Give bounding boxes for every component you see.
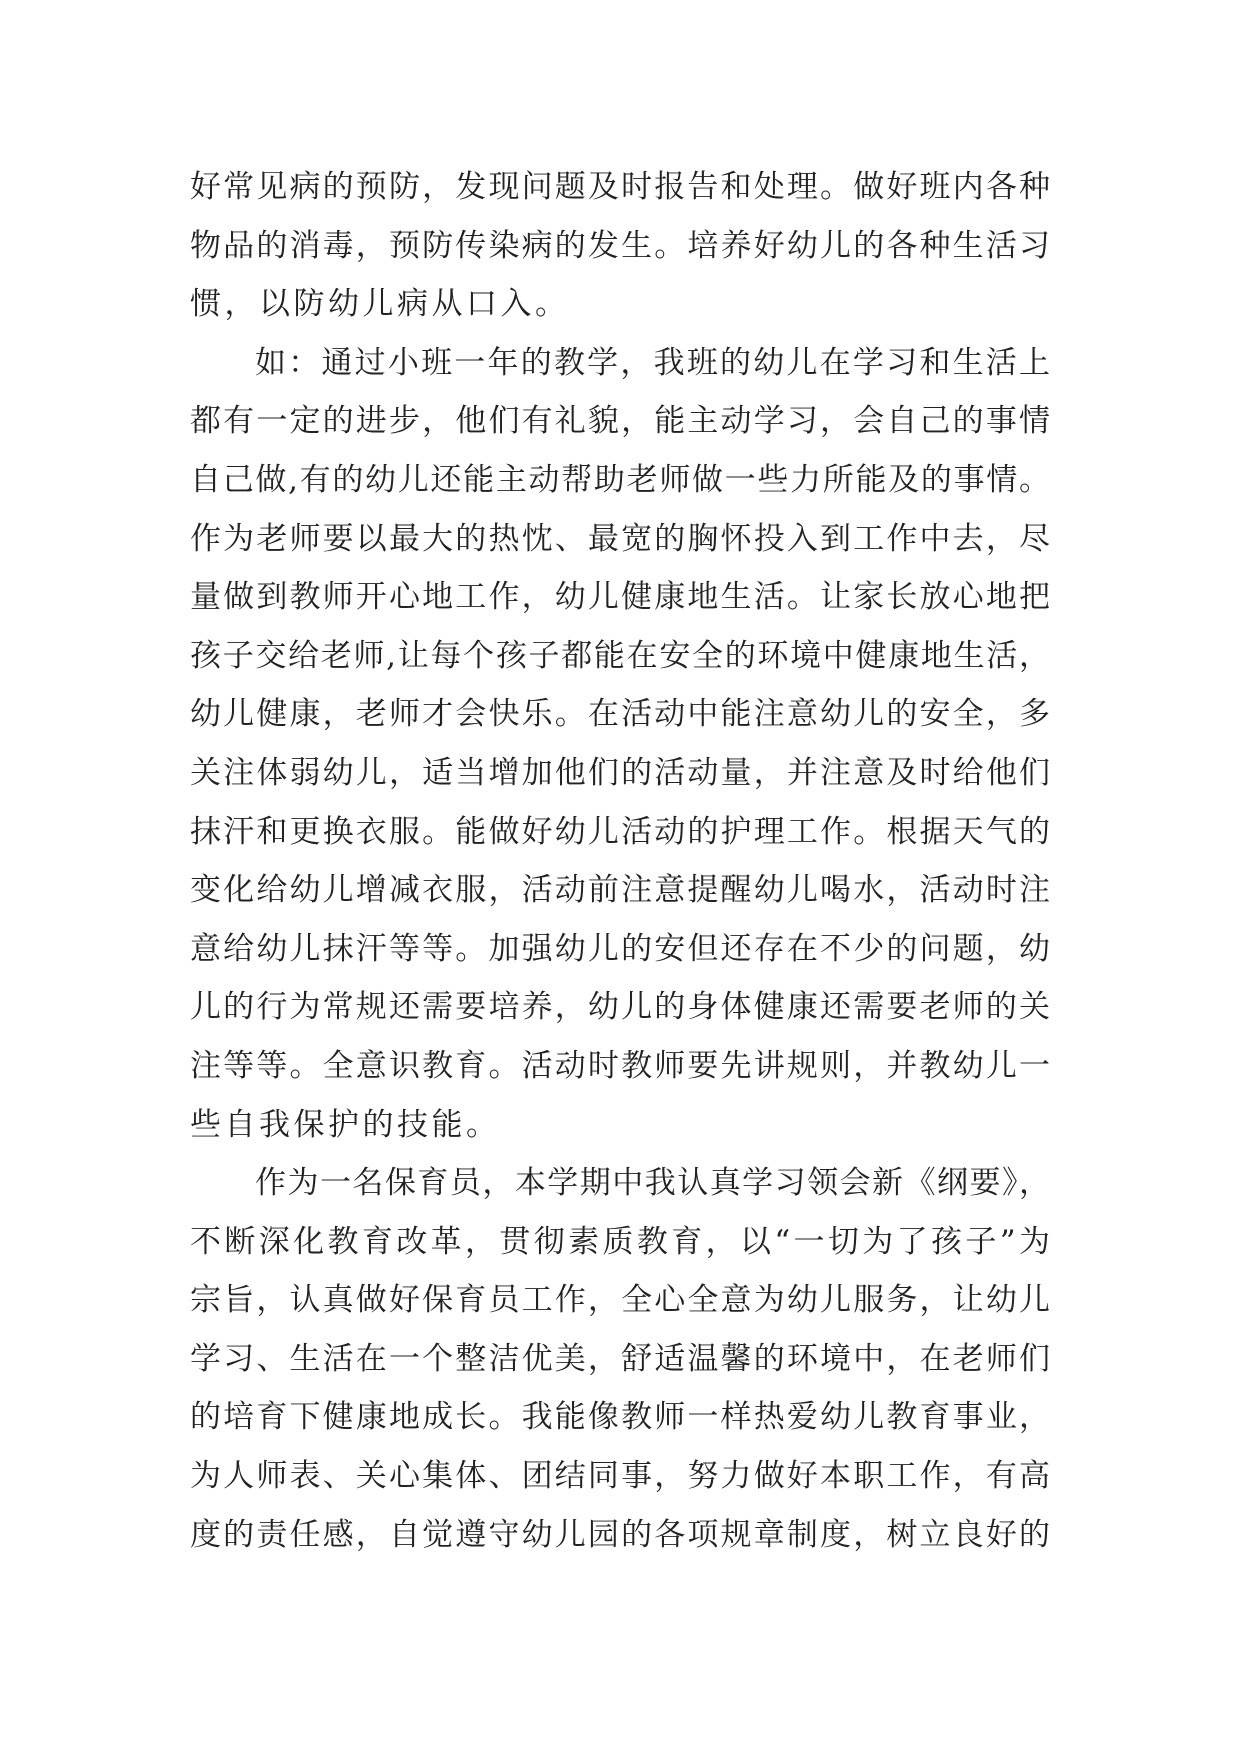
text-line: 不断深化教育改革，贯彻素质教育，以“一切为了孩子”为 (190, 1223, 1050, 1260)
text-line: 物品的消毒，预防传染病的发生。培养好幼儿的各种生活习 (190, 227, 1050, 264)
text-line: 注等等。全意识教育。活动时教师要先讲规则，并教幼儿一 (190, 1047, 1050, 1084)
text-line: 自己做,有的幼儿还能主动帮助老师做一些力所能及的事情。 (190, 461, 1050, 498)
text-line: 的培育下健康地成长。我能像教师一样热爱幼儿教育事业， (190, 1399, 1050, 1436)
text-line: 抹汗和更换衣服。能做好幼儿活动的护理工作。根据天气的 (190, 813, 1050, 850)
text-line: 为人师表、关心集体、团结同事，努力做好本职工作，有高 (190, 1458, 1050, 1495)
text-line: 幼儿健康，老师才会快乐。在活动中能注意幼儿的安全，多 (190, 696, 1050, 733)
text-line: 如：通过小班一年的教学，我班的幼儿在学习和生活上 (255, 344, 1050, 381)
text-line: 变化给幼儿增减衣服，活动前注意提醒幼儿喝水，活动时注 (190, 872, 1050, 909)
text-line: 宗旨，认真做好保育员工作，全心全意为幼儿服务，让幼儿 (190, 1282, 1050, 1319)
text-line: 度的责任感，自觉遵守幼儿园的各项规章制度，树立良好的 (190, 1516, 1050, 1553)
text-line: 些自我保护的技能。 (190, 1106, 501, 1143)
text-line: 惯，以防幼儿病从口入。 (190, 286, 570, 323)
document-body (190, 158, 1050, 1564)
text-line: 好常见病的预防，发现问题及时报告和处理。做好班内各种 (190, 169, 1050, 205)
paragraph (190, 158, 1050, 334)
text-line: 都有一定的进步，他们有礼貌，能主动学习，会自己的事情 (190, 403, 1050, 440)
text-line: 意给幼儿抹汗等等。加强幼儿的安但还存在不少的问题，幼 (190, 930, 1050, 967)
text-line: 作为老师要以最大的热忱、最宽的胸怀投入到工作中去，尽 (190, 520, 1050, 557)
text-line: 量做到教师开心地工作，幼儿健康地生活。让家长放心地把 (190, 579, 1050, 616)
text-line: 孩子交给老师,让每个孩子都能在安全的环境中健康地生活， (190, 637, 1050, 674)
text-line: 作为一名保育员，本学期中我认真学习领会新《纲要》， (255, 1165, 1050, 1202)
text-line: 儿的行为常规还需要培养，幼儿的身体健康还需要老师的关 (190, 989, 1050, 1026)
paragraph (190, 1154, 1050, 1564)
text-line: 关注体弱幼儿，适当增加他们的活动量，并注意及时给他们 (190, 754, 1050, 791)
paragraph (190, 334, 1050, 1154)
text-line: 学习、生活在一个整洁优美，舒适温馨的环境中，在老师们 (190, 1340, 1050, 1377)
